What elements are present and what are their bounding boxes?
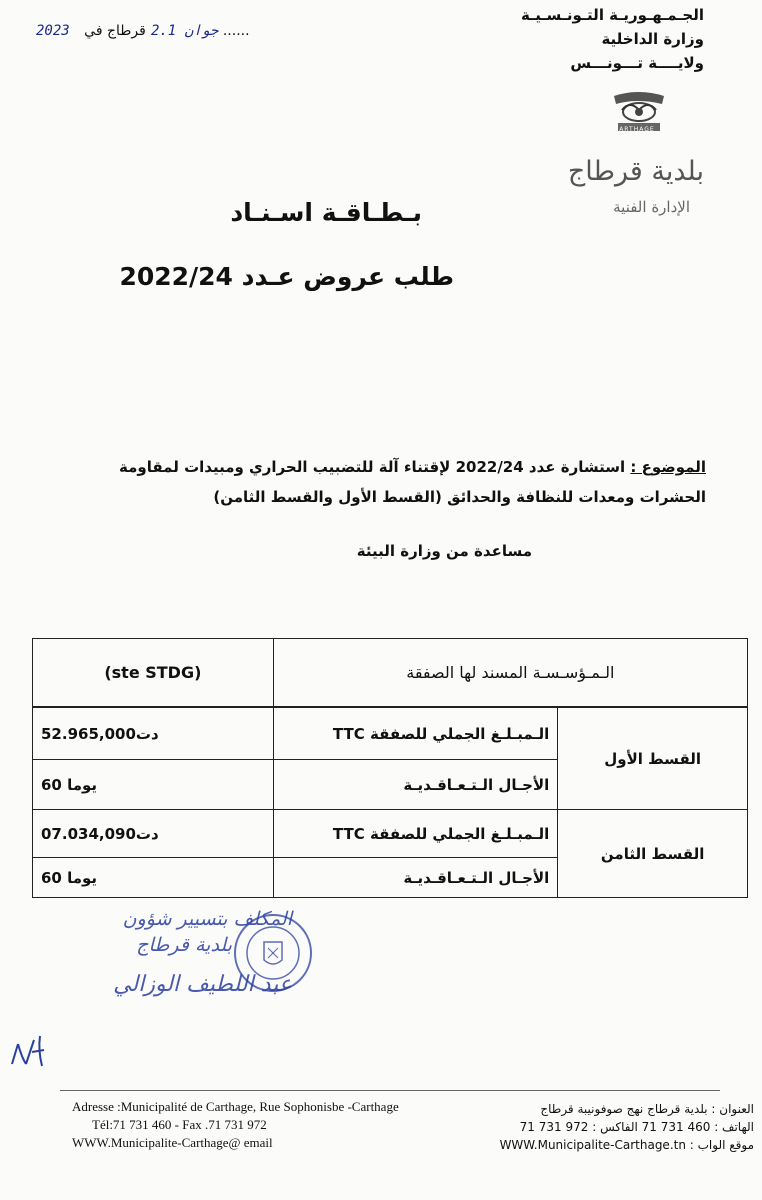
offer-call-number: طلب عروض عـدد 2022/24 — [119, 262, 454, 291]
amount-label-cell: الـمبـلـغ الجملي للصفقة TTC — [273, 708, 558, 760]
amount-label-cell: الـمبـلـغ الجملي للصفقة TTC — [273, 810, 558, 858]
footer-ar-phone: الهاتف : 460 731 71 الفاكس : 972 731 71 — [519, 1120, 754, 1134]
footer-ar-address: العنوان : بلدية قرطاج نهج صوفونيبة قرطاج — [540, 1102, 754, 1116]
municipality-name: بلدية قرطاج — [567, 156, 704, 187]
amount-value-cell: 07.034,090دت — [33, 810, 274, 858]
amount-value-cell: 52.965,000دت — [33, 708, 274, 760]
delay-label-cell: الأجـال الـتـعـاقـديـة — [273, 858, 558, 898]
document-title: بـطـاقـة اسـنـاد — [230, 198, 422, 227]
handwritten-initials-icon — [8, 1030, 58, 1070]
delay-value-cell: 60 يوما — [33, 760, 274, 810]
logo-caption: CARTHAGE — [614, 126, 655, 133]
award-table — [32, 638, 748, 898]
signature-line-2: بلدية قرطاج — [136, 934, 232, 956]
table-row — [33, 810, 748, 858]
subject-paragraph — [86, 452, 706, 512]
delay-value-cell: 60 يوما — [33, 858, 274, 898]
date-block — [36, 20, 250, 39]
governorate-line: ولايــــة تـــونـــس — [570, 54, 704, 72]
lot-name-cell: القسط الأول — [558, 708, 748, 810]
signature-line-1: المكلف بتسيير شؤون — [122, 908, 292, 930]
ministry-line: وزارة الداخلية — [601, 30, 704, 48]
assistance-note: مساعدة من وزارة البيئة — [356, 542, 532, 560]
department-name: الإدارة الفنية — [613, 198, 690, 216]
lot-name-cell: القسط الثامن — [558, 810, 748, 898]
municipality-logo — [608, 90, 670, 136]
footer-fr-web: WWW.Municipalite-Carthage@ email — [72, 1135, 273, 1150]
awardee-value-cell: (ste STDG) — [33, 639, 274, 707]
delay-label-cell: الأجـال الـتـعـاقـديـة — [273, 760, 558, 810]
footer-fr-address: Adresse :Municipalité de Carthage, Rue Sophonisbe -Carthage — [72, 1099, 399, 1114]
subject-label: الموضوع : — [630, 458, 706, 476]
table-row — [33, 708, 748, 760]
republic-line: الجـمـهـوريـة التـونـسـيـة — [521, 6, 704, 24]
subject-text: استشارة عدد 2022/24 لإقتناء آلة للتضبيب الحراري ومبيدات لمقاومة الحشرات ومعدات للنظافة والحدائق (القسط الأول والقسط الثامن) — [119, 458, 706, 506]
footer-divider — [60, 1090, 720, 1091]
footer-ar-web: موقع الواب : WWW.Municipalite-Carthage.tn — [499, 1138, 754, 1152]
table-header-row — [33, 639, 748, 707]
signature-name: عبد اللطيف الوزالي — [113, 972, 292, 997]
date-label: قرطاج في ...... — [84, 23, 250, 39]
footer-fr-phone: Tél:71 731 460 - Fax .71 731 972 — [92, 1117, 267, 1132]
awardee-label-cell: الـمـؤسـسـة المسند لها الصفقة — [273, 639, 747, 707]
date-handwritten: 2023 جوان 2.1 — [36, 23, 219, 39]
initials-mark — [8, 1030, 58, 1070]
